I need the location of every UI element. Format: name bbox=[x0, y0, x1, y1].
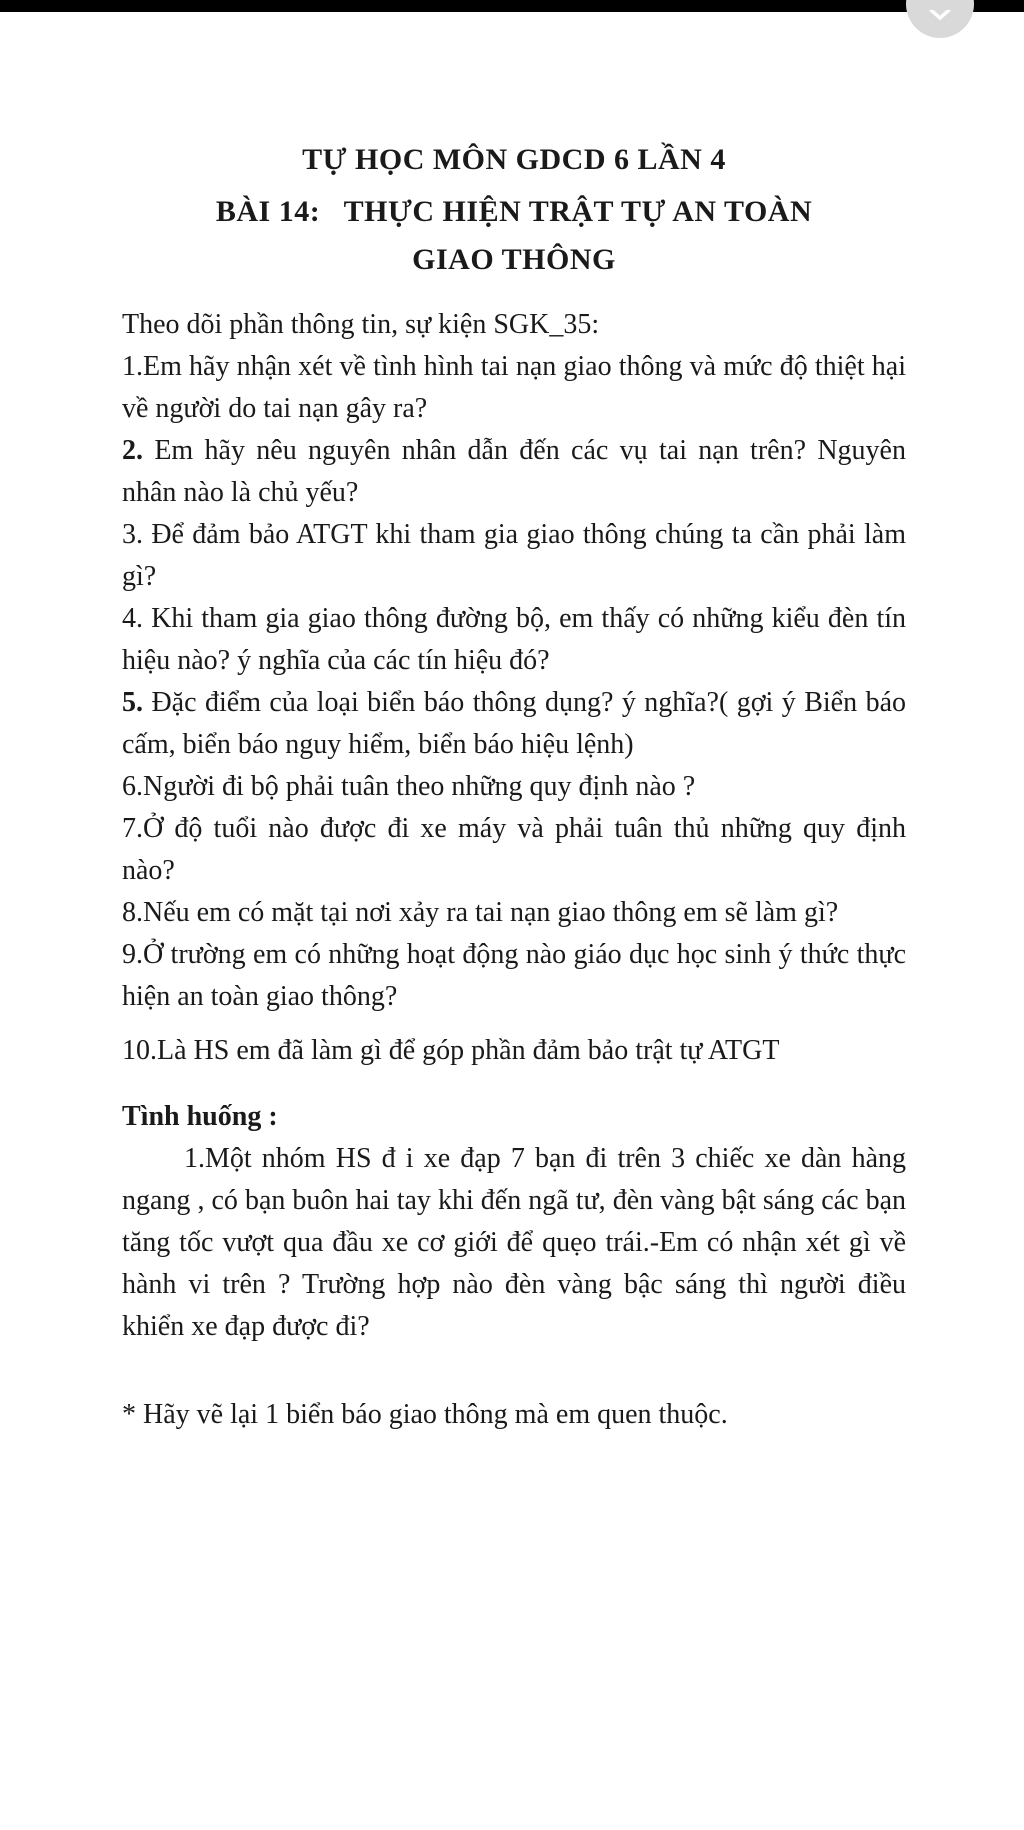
question-text: Em hãy nhận xét về tình hình tai nạn giao thông và mức độ thiệt hại về người do tai nạn gây ra? bbox=[122, 351, 906, 424]
question-1 bbox=[122, 346, 906, 430]
close-button[interactable] bbox=[906, 0, 974, 38]
question-8 bbox=[122, 892, 906, 934]
question-text: Khi tham gia giao thông đường bộ, em thấy có những kiểu đèn tín hiệu nào? ý nghĩa của các tín hiệu đó? bbox=[122, 603, 906, 676]
drawing-note: * Hãy vẽ lại 1 biển báo giao thông mà em quen thuộc. bbox=[122, 1399, 728, 1430]
question-7 bbox=[122, 808, 906, 892]
top-status-bar bbox=[0, 0, 1024, 12]
question-2 bbox=[122, 430, 906, 514]
question-number: 5. bbox=[122, 687, 143, 718]
question-number: 4. bbox=[122, 603, 143, 634]
question-number: 8. bbox=[122, 897, 143, 928]
question-4 bbox=[122, 598, 906, 682]
question-number: 7. bbox=[122, 813, 143, 844]
question-number: 1. bbox=[122, 351, 143, 382]
question-3 bbox=[122, 514, 906, 598]
question-number: 10. bbox=[122, 1035, 157, 1066]
question-text: Người đi bộ phải tuân theo những quy định nào ? bbox=[143, 771, 696, 802]
question-5 bbox=[122, 682, 906, 766]
question-text: Ở trường em có những hoạt động nào giáo dục học sinh ý thức thực hiện an toàn giao thông? bbox=[122, 939, 906, 1012]
situation-text: 1.Một nhóm HS đ i xe đạp 7 bạn đi trên 3 chiếc xe dàn hàng ngang , có bạn buôn hai tay khi đến ngã tư, đèn vàng bật sáng các bạn tăng tốc vượt qua đầu xe cơ giới để quẹo trái.-Em có nhận xét gì về hành vi trên ? Trường hợp nào đèn vàng bậc sáng thì người điều khiển xe đạp được đi? bbox=[122, 1143, 906, 1342]
question-number: 9. bbox=[122, 939, 143, 970]
lesson-title-line2: GIAO THÔNG bbox=[412, 243, 616, 276]
situation-heading: Tình huống : bbox=[122, 1101, 278, 1132]
question-text: Em hãy nêu nguyên nhân dẫn đến các vụ tai nạn trên? Nguyên nhân nào là chủ yếu? bbox=[122, 435, 906, 508]
question-text: Để đảm bảo ATGT khi tham gia giao thông chúng ta cần phải làm gì? bbox=[122, 519, 906, 592]
question-6 bbox=[122, 766, 906, 808]
question-text: Là HS em đã làm gì để góp phần đảm bảo trật tự ATGT bbox=[157, 1035, 780, 1066]
question-number: 2. bbox=[122, 435, 143, 466]
question-text: Nếu em có mặt tại nơi xảy ra tai nạn giao thông em sẽ làm gì? bbox=[143, 897, 839, 928]
document-title: TỰ HỌC MÔN GDCD 6 LẦN 4 bbox=[302, 143, 726, 176]
intro-text: Theo dõi phần thông tin, sự kiện SGK_35: bbox=[122, 309, 600, 340]
question-number: 3. bbox=[122, 519, 143, 550]
lesson-title-line1: BÀI 14: THỰC HIỆN TRẬT TỰ AN TOÀN bbox=[215, 195, 813, 228]
question-10 bbox=[122, 1030, 906, 1072]
close-icon bbox=[929, 10, 951, 24]
question-number: 6. bbox=[122, 771, 143, 802]
question-9 bbox=[122, 934, 906, 1018]
question-text: Đặc điểm của loại biển báo thông dụng? ý nghĩa?( gợi ý Biển báo cấm, biển báo nguy hiểm, biển báo hiệu lệnh) bbox=[122, 687, 906, 760]
question-text: Ở độ tuổi nào được đi xe máy và phải tuân thủ những quy định nào? bbox=[122, 813, 906, 886]
document-page bbox=[122, 136, 906, 1436]
